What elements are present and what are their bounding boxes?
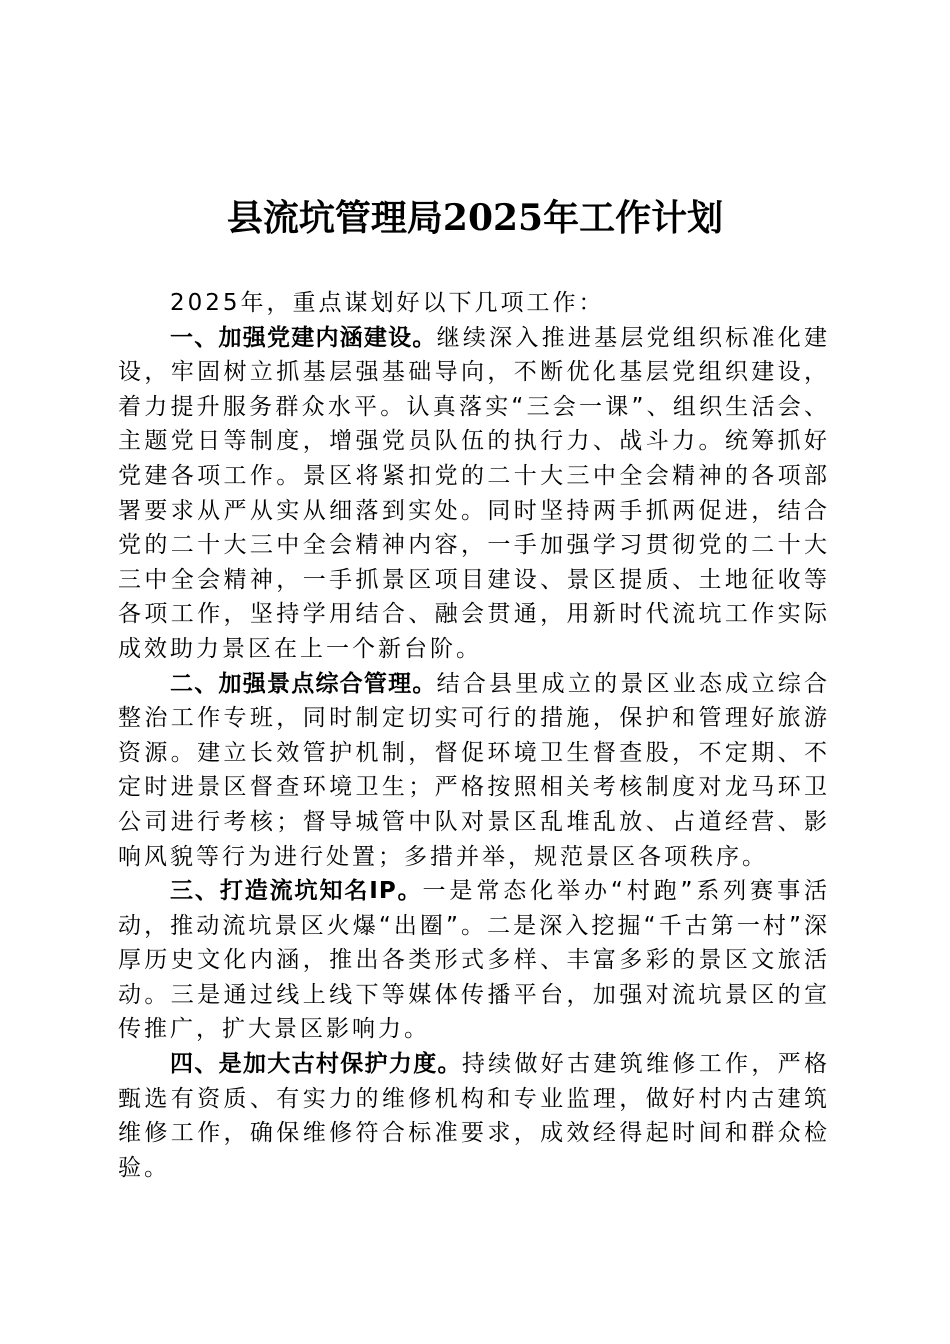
- section-paragraph-4: [118, 1047, 830, 1185]
- section-text-4: 持续做好古建筑维修工作，严格甄选有资质、有实力的维修机构和专业监理，做好村内古建筑维修工作，确保维修符合标准要求，成效经得起时间和群众检验。: [118, 1051, 831, 1181]
- section-paragraph-2: [118, 667, 830, 875]
- intro-paragraph: 2025年，重点谋划好以下几项工作：: [170, 290, 605, 316]
- section-text-3: 一是常态化举办“村跑”系列赛事活动，推动流坑景区火爆“出圈”。二是深入挖掘“千古第一村”深厚历史文化内涵，推出各类形式多样、丰富多彩的景区文旅活动。三是通过线上线下等媒体传播平台，加强对流坑景区的宣传推广，扩大景区影响力。: [118, 878, 830, 1043]
- section-heading-3: 三、打造流坑知名IP。: [170, 878, 423, 905]
- section-heading-1: 一、加强党建内涵建设。: [170, 324, 437, 351]
- section-heading-2: 二、加强景点综合管理。: [170, 670, 437, 697]
- section-text-1: 继续深入推进基层党组织标准化建设，牢固树立抓基层强基础导向，不断优化基层党组织建设，着力提升服务群众水平。认真落实“三会一课”、组织生活会、主题党日等制度，增强党员队伍的执行力、战斗力。统筹抓好党建各项工作。景区将紧扣党的二十大三中全会精神的各项部署要求从严从实从细落到实处。同时坚持两手抓两促进，结合党的二十大三中全会精神内容，一手加强学习贯彻党的二十大三中全会精神，一手抓景区项目建设、景区提质、土地征收等各项工作，坚持学用结合、融会贯通，用新时代流坑工作实际成效助力景区在上一个新台阶。: [118, 324, 831, 662]
- section-heading-4: 四、是加大古村保护力度。: [170, 1051, 462, 1078]
- document-body: [118, 286, 830, 1185]
- section-paragraph-1: [118, 321, 830, 667]
- section-text-2: 结合县里成立的景区业态成立综合整治工作专班，同时制定切实可行的措施，保护和管理好旅游资源。建立长效管护机制，督促环境卫生督查股，不定期、不定时进景区督查环境卫生；严格按照相关考核制度对龙马环卫公司进行考核；督导城管中队对景区乱堆乱放、占道经营、影响风貌等行为进行处置；多措并举，规范景区各项秩序。: [118, 670, 831, 870]
- document-title: 县流坑管理局2025年工作计划: [226, 197, 724, 239]
- section-paragraph-3: [118, 874, 830, 1047]
